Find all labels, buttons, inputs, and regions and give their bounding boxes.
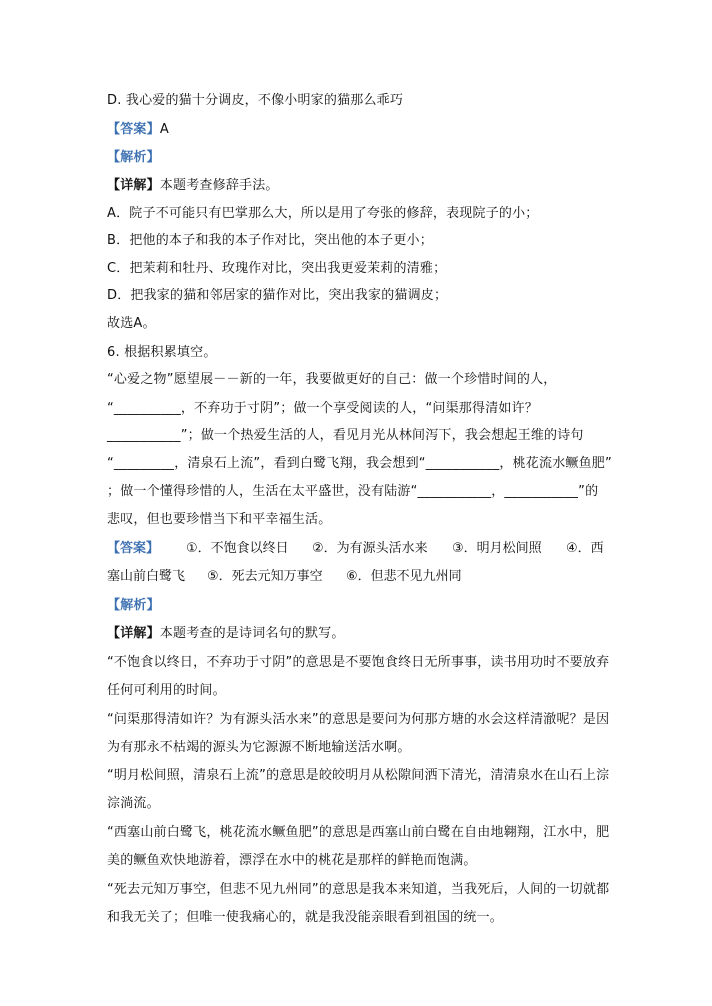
answer-6-item-4-cont: 塞山前白鹭飞 xyxy=(107,569,186,584)
question-6-text-6: 悲叹，但也要珍惜当下和平幸福生活。 xyxy=(107,512,332,527)
answer-6-item-5: ⑤．死去元知万事空 xyxy=(207,569,323,584)
question-6-text-4: “_________，清泉石上流”，看到白鹭飞翔，我会想到“___________，桃花流水鳜鱼肥” xyxy=(107,456,612,471)
analysis-6-tag: 【解析】 xyxy=(107,598,160,613)
question-6-text-3: ___________”；做一个热爱生活的人，看见月光从林间泻下，我会想起王维的诗句 xyxy=(107,428,584,443)
answer-6-item-4: ④．西 xyxy=(566,541,604,556)
answer-6-item-1: ①．不饱食以终日 xyxy=(186,541,289,556)
explain-poem-5-a: “死去元知万事空，但悲不见九州同”的意思是我本来知道，当我死后，人间的一切就都 xyxy=(107,882,610,897)
explain-poem-4-a: “西塞山前白鹭飞，桃花流水鳜鱼肥”的意思是西塞山前白鹭在自由地翱翔，江水中，肥 xyxy=(107,825,610,840)
explain-poem-2-b: 为有那永不枯竭的源头为它源源不断地输送活水啊。 xyxy=(107,740,411,755)
detail-6-text: 本题考查的是诗词名句的默写。 xyxy=(159,626,345,641)
explain-poem-1-b: 任何可利用的时间。 xyxy=(107,683,226,698)
explain-poem-4-b: 美的鳜鱼欢快地游着，漂浮在水中的桃花是那样的鲜艳而饱满。 xyxy=(107,853,477,868)
detail-line xyxy=(107,177,279,195)
answer-value: A xyxy=(159,122,169,137)
explain-poem-5-b: 和我无关了；但唯一使我痛心的，就是我没能亲眼看到祖国的统一。 xyxy=(107,910,504,925)
explain-poem-3-b: 淙淌流。 xyxy=(107,796,160,811)
answer-6-item-6: ⑥．但悲不见九州同 xyxy=(346,569,462,584)
explain-poem-1-a: “不饱食以终日，不弃功于寸阴”的意思是不要饱食终日无所事事，读书用功时不要放弃 xyxy=(107,655,610,670)
detail-text: 本题考查修辞手法。 xyxy=(159,178,279,193)
question-6-title: 6. 根据积累填空。 xyxy=(107,345,217,360)
answer-line xyxy=(107,121,169,139)
explain-c-line: C．把茉莉和牡丹、玫瑰作对比，突出我更爱茉莉的清雅； xyxy=(107,261,447,276)
answer-6-tag: 【答案】 xyxy=(107,541,160,556)
question-6-text-5: ；做一个懂得珍惜的人，生活在太平盛世，没有陆游“___________，___________”的 xyxy=(107,484,599,499)
answer-6-item-2: ②．为有源头活水来 xyxy=(312,541,428,556)
question-6-text-2: “__________，不弃功于寸阴”；做一个享受阅读的人，“问渠那得清如许？ xyxy=(107,401,539,416)
explain-poem-2-a: “问渠那得清如许？为有源头活水来”的意思是要问为何那方塘的水会这样清澈呢？是因 xyxy=(107,712,610,727)
explain-d-line: D．把我家的猫和邻居家的猫作对比，突出我家的猫调皮； xyxy=(107,288,448,303)
option-d-line: D. 我心爱的猫十分调皮，不像小明家的猫那么乖巧 xyxy=(107,93,404,108)
analysis-heading xyxy=(107,149,160,167)
choice-line: 故选A。 xyxy=(107,316,156,331)
question-6-text-1: “心爱之物”愿望展－－新的一年，我要做更好的自己：做一个珍惜时间的人， xyxy=(107,372,557,387)
answer-tag: 【答案】 xyxy=(107,122,160,137)
detail-tag: 【详解】 xyxy=(107,178,160,193)
explain-poem-3-a: “明月松间照，清泉石上流”的意思是皎皎明月从松隙间洒下清光，清清泉水在山石上淙 xyxy=(107,768,610,783)
explain-a-line: A．院子不可能只有巴掌那么大，所以是用了夸张的修辞，表现院子的小； xyxy=(107,206,539,221)
detail-6-line xyxy=(107,625,345,643)
answer-6-item-3: ③．明月松间照 xyxy=(452,541,542,556)
analysis-6-heading xyxy=(107,597,160,615)
detail-6-tag: 【详解】 xyxy=(107,626,160,641)
answer-6-tag-wrap xyxy=(107,540,159,558)
analysis-tag: 【解析】 xyxy=(107,150,160,165)
explain-b-line: B．把他的本子和我的本子作对比，突出他的本子更小； xyxy=(107,233,433,248)
